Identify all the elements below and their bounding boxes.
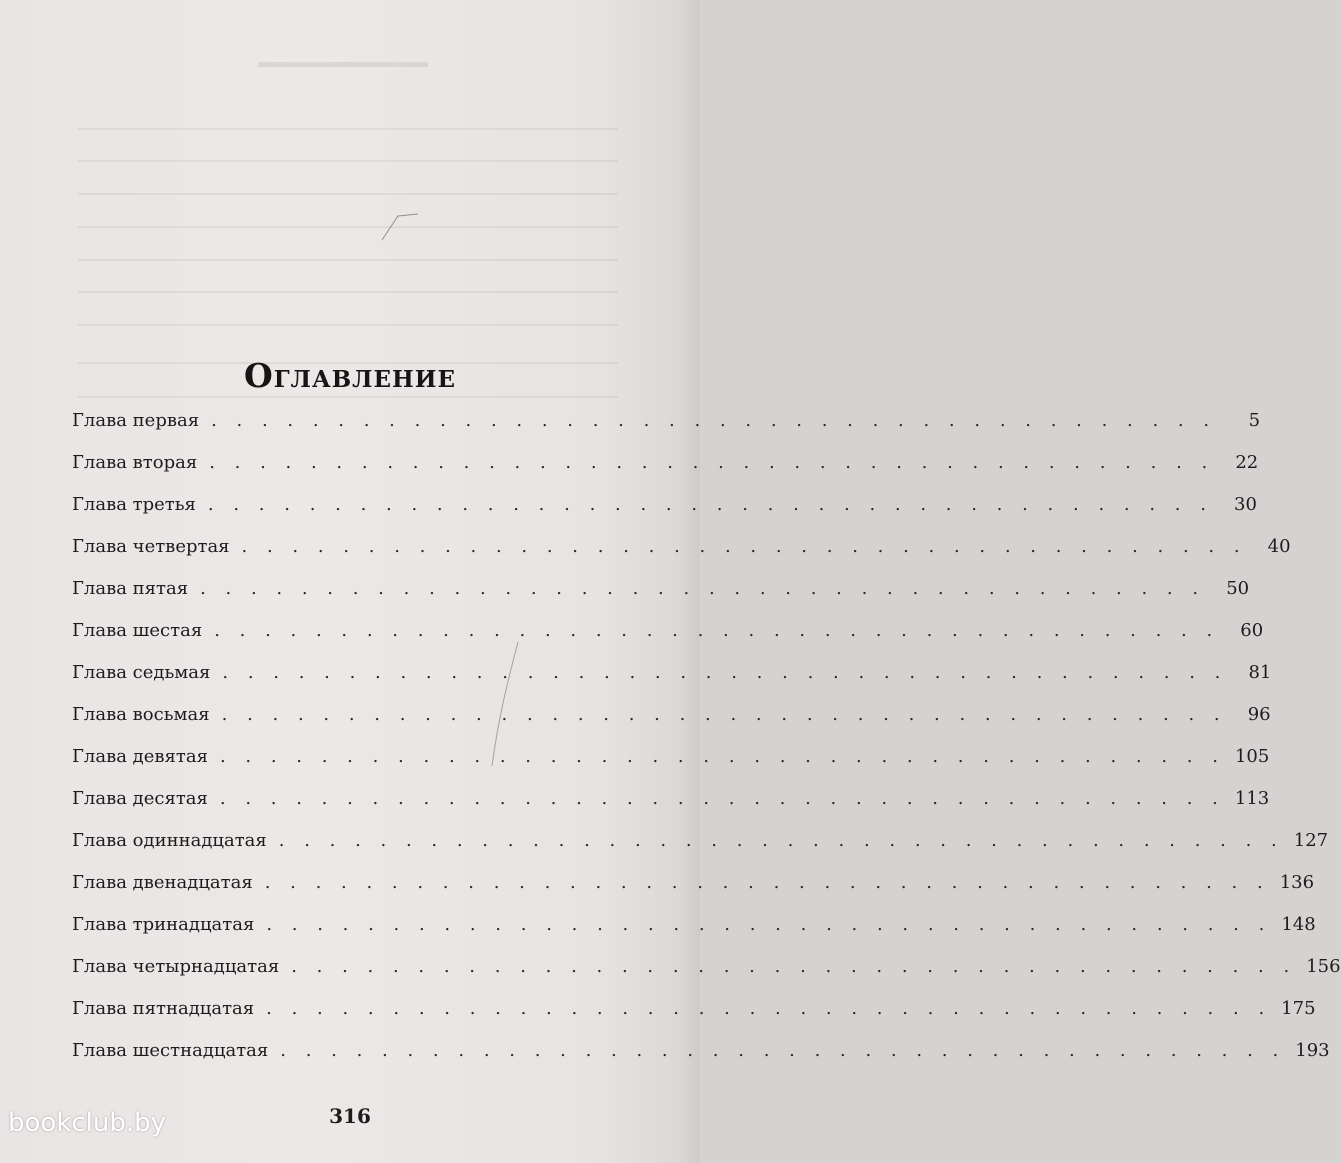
toc-entry-page: 136 (1279, 872, 1315, 893)
bleed-through-line (78, 291, 618, 293)
toc-entry[interactable] (72, 830, 1329, 872)
toc-entry-page: 22 (1235, 452, 1259, 473)
toc-entry-title: Глава шестая (72, 620, 203, 641)
toc-dot-leader: . . . . . . . . . . . . . . . . . . . . . . . . . . . . . . . . . . . . . . . . (278, 830, 1284, 851)
toc-entry[interactable] (72, 494, 1257, 536)
toc-dot-leader: . . . . . . . . . . . . . . . . . . . . . . . . . . . . . . . . . . . . . . . . (211, 410, 1217, 431)
bleed-through-line (78, 324, 618, 326)
page-number: 316 (329, 1104, 371, 1128)
toc-entry-title: Глава одиннадцатая (72, 830, 267, 851)
toc-entry-page: 148 (1281, 914, 1316, 935)
toc-entry[interactable] (72, 746, 1270, 788)
toc-entry-page: 113 (1234, 788, 1270, 809)
toc-dot-leader: . . . . . . . . . . . . . . . . . . . . . . . . . . . . . . . . . . . . . . . . (291, 956, 1297, 977)
toc-dot-leader: . . . . . . . . . . . . . . . . . . . . . . . . . . . . . . . . . . . . . . . . (266, 914, 1272, 935)
toc-entry-title: Глава вторая (72, 452, 198, 473)
toc-entry-title: Глава первая (72, 410, 200, 431)
toc-dot-leader: . . . . . . . . . . . . . . . . . . . . . . . . . . . . . . . . . . . . . . . . (219, 746, 1225, 767)
toc-entry[interactable] (72, 578, 1250, 620)
toc-entry-page: 50 (1226, 578, 1250, 599)
toc-entry-page: 81 (1248, 662, 1272, 683)
bleed-through-line (78, 193, 618, 195)
table-of-contents (72, 410, 1341, 1082)
toc-entry[interactable] (72, 1040, 1330, 1082)
toc-entry-page: 105 (1234, 746, 1270, 767)
toc-entry[interactable] (72, 956, 1341, 998)
toc-dot-leader: . . . . . . . . . . . . . . . . . . . . . . . . . . . . . . . . . . . . . . . . (222, 662, 1228, 683)
toc-entry[interactable] (72, 872, 1315, 914)
toc-entry-title: Глава девятая (72, 746, 208, 767)
toc-entry[interactable] (72, 788, 1270, 830)
toc-dot-leader: . . . . . . . . . . . . . . . . . . . . . . . . . . . . . . . . . . . . . . . . (266, 998, 1272, 1019)
toc-entry-title: Глава четырнадцатая (72, 956, 280, 977)
toc-entry[interactable] (72, 410, 1261, 452)
toc-entry-page: 156 (1306, 956, 1341, 977)
toc-entry-page: 5 (1248, 410, 1261, 431)
toc-entry-page: 96 (1247, 704, 1271, 725)
toc-dot-leader: . . . . . . . . . . . . . . . . . . . . . . . . . . . . . . . . . . . . . . . . (264, 872, 1270, 893)
toc-entry[interactable] (72, 620, 1264, 662)
toc-entry-title: Глава шестнадцатая (72, 1040, 269, 1061)
toc-dot-leader: . . . . . . . . . . . . . . . . . . . . . . . . . . . . . . . . . . . . . . . . (280, 1040, 1286, 1061)
toc-entry[interactable] (72, 998, 1316, 1040)
toc-entry-page: 30 (1234, 494, 1257, 515)
toc-dot-leader: . . . . . . . . . . . . . . . . . . . . . . . . . . . . . . . . . . . . . . . . (221, 704, 1227, 725)
toc-entry-title: Глава седьмая (72, 662, 211, 683)
toc-entry-page: 175 (1281, 998, 1316, 1019)
bleed-through-line (78, 128, 618, 130)
toc-entry-page: 60 (1240, 620, 1264, 641)
toc-entry-title: Глава пятая (72, 578, 189, 599)
toc-entry-title: Глава пятнадцатая (72, 998, 255, 1019)
toc-entry[interactable] (72, 914, 1316, 956)
toc-entry[interactable] (72, 662, 1272, 704)
bleed-through-title (258, 62, 428, 67)
toc-dot-leader: . . . . . . . . . . . . . . . . . . . . . . . . . . . . . . . . . . . . . . . . (214, 620, 1220, 641)
toc-entry-page: 193 (1295, 1040, 1330, 1061)
toc-dot-leader: . . . . . . . . . . . . . . . . . . . . . . . . . . . . . . . . . . . . . . . . (219, 788, 1225, 809)
toc-entry-page: 40 (1267, 536, 1291, 557)
toc-dot-leader: . . . . . . . . . . . . . . . . . . . . . . . . . . . . . . . . . . . . . . . . (207, 494, 1213, 515)
bleed-through-line (78, 160, 618, 162)
bleed-through-line (78, 396, 618, 398)
toc-dot-leader: . . . . . . . . . . . . . . . . . . . . . . . . . . . . . . . . . . . . . . . . (209, 452, 1215, 473)
toc-entry-title: Глава четвертая (72, 536, 230, 557)
page-title: Оглавление (244, 356, 456, 396)
toc-dot-leader: . . . . . . . . . . . . . . . . . . . . . . . . . . . . . . . . . . . . . . . . (200, 578, 1206, 599)
toc-entry-page: 127 (1293, 830, 1329, 851)
toc-entry-title: Глава десятая (72, 788, 208, 809)
toc-entry-title: Глава тринадцатая (72, 914, 255, 935)
pencil-mark (380, 212, 420, 242)
toc-entry-title: Глава третья (72, 494, 196, 515)
toc-entry-title: Глава двенадцатая (72, 872, 253, 893)
toc-entry-title: Глава восьмая (72, 704, 210, 725)
toc-entry[interactable] (72, 536, 1291, 578)
watermark-logo: bookclub.by (8, 1108, 167, 1138)
toc-entry[interactable] (72, 704, 1271, 746)
bleed-through-line (78, 226, 618, 228)
bleed-through-line (78, 259, 618, 261)
toc-dot-leader: . . . . . . . . . . . . . . . . . . . . . . . . . . . . . . . . . . . . . . . . (241, 536, 1247, 557)
toc-entry[interactable] (72, 452, 1259, 494)
